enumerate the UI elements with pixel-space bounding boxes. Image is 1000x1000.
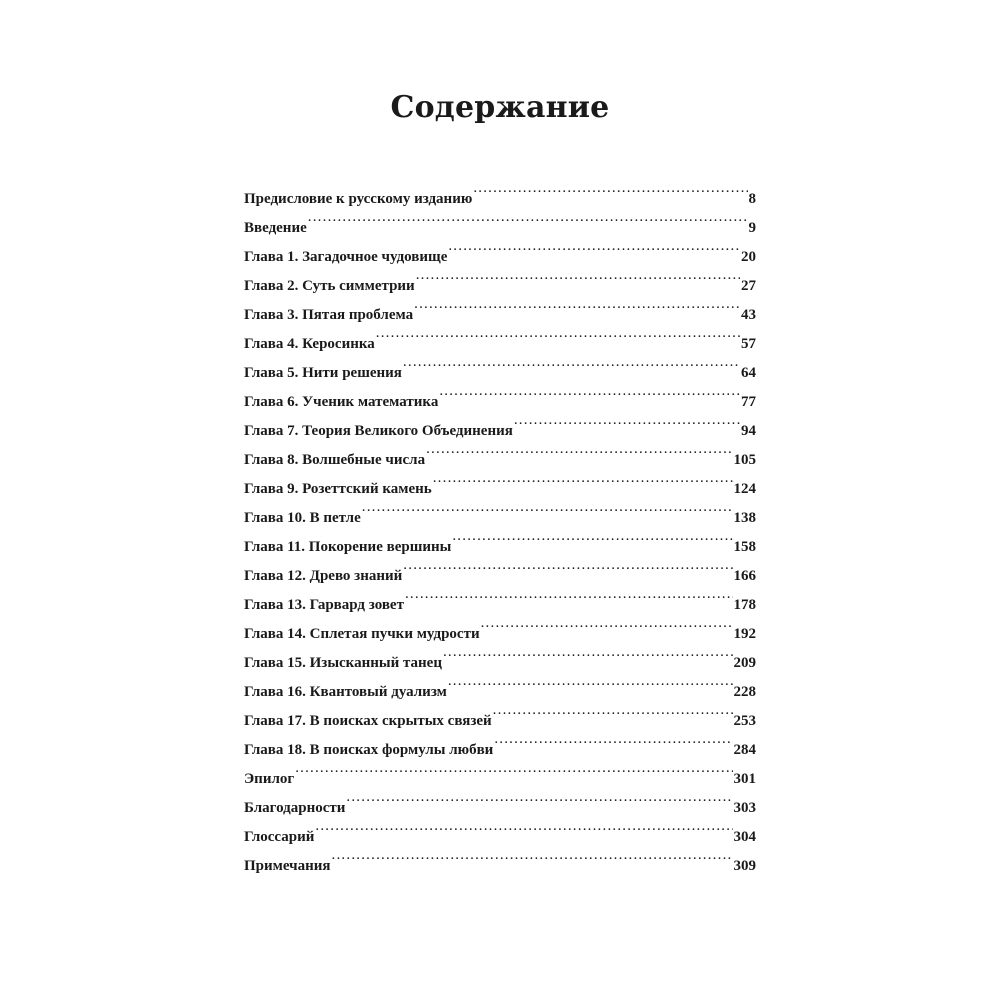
toc-entry-page: 253 [733,713,756,729]
toc-entry-label: Примечания [244,858,331,874]
toc-entry-label: Глава 1. Загадочное чудовище [244,249,448,265]
toc-leader-dots [426,435,732,464]
toc-entry-label: Благодарности [244,800,346,816]
toc-entry-page: 192 [733,626,756,642]
toc-entry-label: Глава 16. Квантовый дуализм [244,684,447,700]
toc-entry [244,841,756,874]
toc-entry-label: Глава 15. Изысканный танец [244,655,442,671]
toc-leader-dots [448,232,740,261]
toc-entry-label: Глава 17. В поисках скрытых связей [244,713,492,729]
toc-entry-label: Эпилог [244,771,295,787]
toc-entry-label: Введение [244,220,307,236]
toc-entry-label: Глоссарий [244,829,315,845]
table-of-contents [244,174,756,874]
toc-entry-page: 138 [733,510,756,526]
toc-leader-dots [376,319,740,348]
toc-leader-dots [433,464,733,493]
toc-leader-dots [514,406,740,435]
toc-entry-page: 105 [733,452,756,468]
toc-leader-dots [346,783,732,812]
toc-leader-dots [332,841,733,870]
toc-leader-dots [403,551,732,580]
toc-entry-label: Глава 2. Суть симметрии [244,278,415,294]
toc-entry-label: Глава 18. В поисках формулы любви [244,742,494,758]
toc-leader-dots [315,812,732,841]
toc-entry [244,203,756,236]
toc-entry-label: Глава 7. Теория Великого Объединения [244,423,513,439]
toc-entry-label: Предисловие к русскому изданию [244,191,473,207]
toc-entry [244,754,756,787]
toc-entry-label: Глава 4. Керосинка [244,336,375,352]
page-title: Содержание [390,90,610,125]
toc-entry-page: 228 [733,684,756,700]
toc-leader-dots [481,609,733,638]
toc-entry-label: Глава 3. Пятая проблема [244,307,414,323]
toc-entry-page: 301 [733,771,756,787]
toc-leader-dots [452,522,732,551]
toc-leader-dots [439,377,740,406]
toc-entry-page: 303 [733,800,756,816]
toc-entry-label: Глава 13. Гарвард зовет [244,597,404,613]
toc-entry-label: Глава 6. Ученик математика [244,394,439,410]
toc-entry-label: Глава 8. Волшебные числа [244,452,426,468]
toc-entry-page: 9 [748,220,756,236]
toc-leader-dots [403,348,740,377]
toc-entry-label: Глава 10. В петле [244,510,361,526]
toc-entry-page: 124 [733,481,756,497]
toc-entry-page: 209 [733,655,756,671]
toc-entry-page: 284 [733,742,756,758]
toc-entry-label: Глава 5. Нити решения [244,365,402,381]
toc-entry-label: Глава 9. Розеттский камень [244,481,432,497]
toc-entry-page: 20 [741,249,756,265]
toc-entry [244,783,756,816]
toc-entry-page: 27 [741,278,756,294]
toc-leader-dots [493,696,733,725]
toc-leader-dots [414,290,740,319]
toc-leader-dots [405,580,733,609]
toc-entry [244,232,756,265]
toc-leader-dots [416,261,740,290]
toc-leader-dots [473,174,747,203]
toc-entry-label: Глава 12. Древо знаний [244,568,403,584]
toc-entry-label: Глава 11. Покорение вершины [244,539,452,555]
toc-entry-page: 57 [741,336,756,352]
toc-entry-page: 43 [741,307,756,323]
toc-leader-dots [295,754,732,783]
toc-entry [244,174,756,207]
toc-entry-page: 94 [741,423,756,439]
toc-entry-page: 178 [733,597,756,613]
toc-entry [244,812,756,845]
toc-leader-dots [443,638,733,667]
toc-leader-dots [362,493,733,522]
toc-entry-page: 77 [741,394,756,410]
toc-entry-page: 304 [733,829,756,845]
toc-leader-dots [494,725,732,754]
toc-entry-page: 158 [733,539,756,555]
toc-entry-label: Глава 14. Сплетая пучки мудрости [244,626,480,642]
toc-entry-page: 309 [733,858,756,874]
toc-entry-page: 8 [748,191,756,207]
toc-entry-page: 64 [741,365,756,381]
toc-leader-dots [308,203,748,232]
toc-entry-page: 166 [733,568,756,584]
toc-leader-dots [448,667,733,696]
